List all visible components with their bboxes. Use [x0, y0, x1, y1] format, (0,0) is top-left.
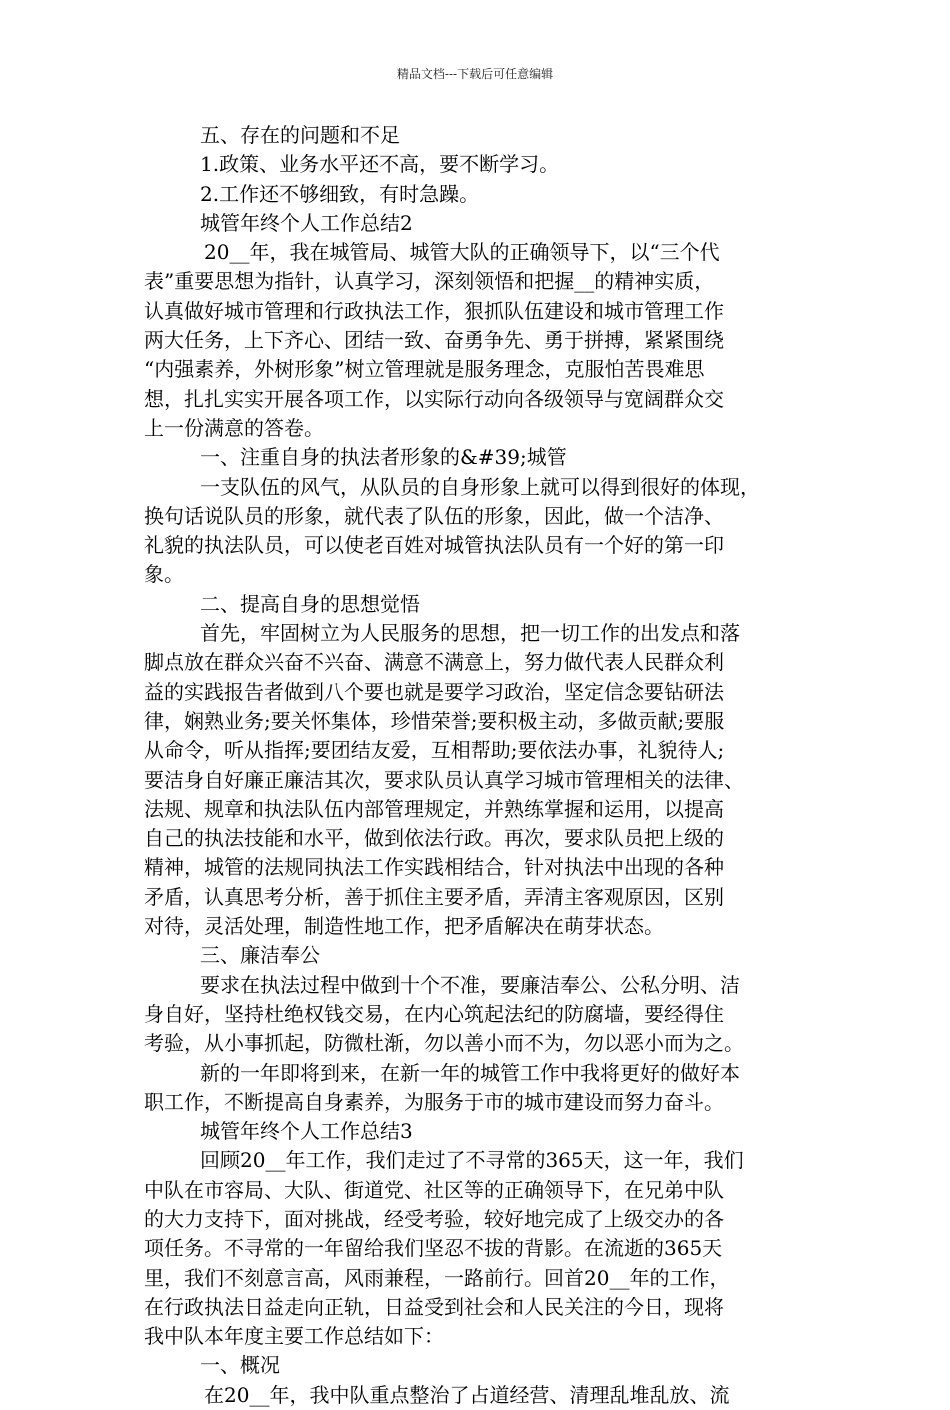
paragraph-line: 职工作，不断提高自身素养，为服务于市的城市建设而努力奋斗。 — [144, 1089, 724, 1114]
paragraph-line: 首先，牢固树立为人民服务的思想，把一切工作的出发点和落 — [200, 621, 740, 646]
paragraph-line: 从命令，听从指挥;要团结友爱，互相帮助;要依法办事，礼貌待人; — [144, 738, 725, 763]
paragraph-line: 自己的执法技能和水平，做到依法行政。再次，要求队员把上级的 — [144, 826, 724, 851]
paragraph-line: 要求在执法过程中做到十个不准，要廉洁奉公、公私分明、洁 — [200, 972, 740, 997]
paragraph-line: 20__年，我在城管局、城管大队的正确领导下，以“三个代 — [204, 240, 720, 265]
paragraph-line: 律，娴熟业务;要关怀集体，珍惜荣誉;要积极主动，多做贡献;要服 — [144, 708, 725, 733]
paragraph-line: 考验，从小事抓起，防微杜渐，勿以善小而不为，勿以恶小而为之。 — [144, 1031, 744, 1056]
section-heading: 一、注重自身的执法者形象的&#39;城管 — [200, 445, 567, 470]
paragraph-line: “内强素养，外树形象”树立管理就是服务理念，克服怕苦畏难思 — [144, 357, 705, 382]
paragraph-line: 上一份满意的答卷。 — [144, 415, 324, 440]
paragraph-line: 要洁身自好廉正廉洁其次，要求队员认真学习城市管理相关的法律、 — [144, 767, 744, 792]
paragraph-line: 换句话说队员的形象，就代表了队伍的形象，因此，做一个洁净、 — [144, 503, 724, 528]
paragraph-line: 一支队伍的风气，从队员的自身形象上就可以得到很好的体现， — [200, 474, 760, 499]
paragraph-line: 中队在市容局、大队、街道党、社区等的正确领导下，在兄弟中队 — [144, 1177, 724, 1202]
paragraph-line: 表”重要思想为指针，认真学习，深刻领悟和把握__的精神实质， — [144, 269, 715, 294]
paragraph-line: 的大力支持下，面对挑战，经受考验，较好地完成了上级交办的各 — [144, 1206, 724, 1231]
paragraph-line: 对待，灵活处理，制造性地工作，把矛盾解决在萌芽状态。 — [144, 914, 664, 939]
paragraph-line: 认真做好城市管理和行政执法工作，狠抓队伍建设和城市管理工作 — [144, 298, 724, 323]
paragraph-line: 法规、规章和执法队伍内部管理规定，并熟练掌握和运用，以提高 — [144, 796, 724, 821]
paragraph-line: 矛盾，认真思考分析，善于抓住主要矛盾，弄清主客观原因，区别 — [144, 884, 724, 909]
paragraph-line: 我中队本年度主要工作总结如下： — [144, 1324, 444, 1349]
list-item: 1.政策、业务水平还不高，要不断学习。 — [200, 152, 560, 177]
paragraph-line: 象。 — [144, 562, 184, 587]
section-heading: 二、提高自身的思想觉悟 — [200, 591, 420, 616]
section-heading: 三、廉洁奉公 — [200, 943, 320, 968]
paragraph-line: 项任务。不寻常的一年留给我们坚忍不拔的背影。在流逝的365天 — [144, 1236, 723, 1261]
paragraph-line: 在20__年，我中队重点整治了占道经营、清理乱堆乱放、流 — [204, 1382, 730, 1407]
article-title: 城管年终个人工作总结2 — [200, 210, 413, 235]
paragraph-line: 脚点放在群众兴奋不兴奋、满意不满意上，努力做代表人民群众利 — [144, 650, 724, 675]
paragraph-line: 两大任务，上下齐心、团结一致、奋勇争先、勇于拼搏，紧紧围绕 — [144, 328, 724, 353]
paragraph-line: 身自好，坚持杜绝权钱交易，在内心筑起法纪的防腐墙，要经得住 — [144, 1001, 724, 1026]
paragraph-line: 里，我们不刻意言高，风雨兼程，一路前行。回首20__年的工作， — [144, 1265, 730, 1290]
paragraph-line: 在行政执法日益走向正轨，日益受到社会和人民关注的今日，现将 — [144, 1294, 724, 1319]
section-heading: 一、概况 — [200, 1353, 280, 1378]
paragraph-line: 益的实践报告者做到八个要也就是要学习政治，坚定信念要钻研法 — [144, 679, 724, 704]
document-body — [144, 121, 808, 1410]
paragraph-line: 回顾20__年工作，我们走过了不寻常的365天，这一年，我们 — [200, 1148, 744, 1173]
paragraph-line: 礼貌的执法队员，可以使老百姓对城管执法队员有一个好的第一印 — [144, 533, 724, 558]
paragraph-line: 想，扎扎实实开展各项工作，以实际行动向各级领导与宽阔群众交 — [144, 386, 724, 411]
paragraph-line: 精神，城管的法规同执法工作实践相结合，针对执法中出现的各种 — [144, 855, 724, 880]
list-item: 2.工作还不够细致，有时急躁。 — [200, 181, 480, 206]
paragraph-line: 新的一年即将到来，在新一年的城管工作中我将更好的做好本 — [200, 1060, 740, 1085]
article-title: 城管年终个人工作总结3 — [200, 1119, 413, 1144]
page-header: 精品文档---下载后可任意编辑 — [396, 67, 554, 81]
section-heading: 五、存在的问题和不足 — [200, 123, 400, 147]
